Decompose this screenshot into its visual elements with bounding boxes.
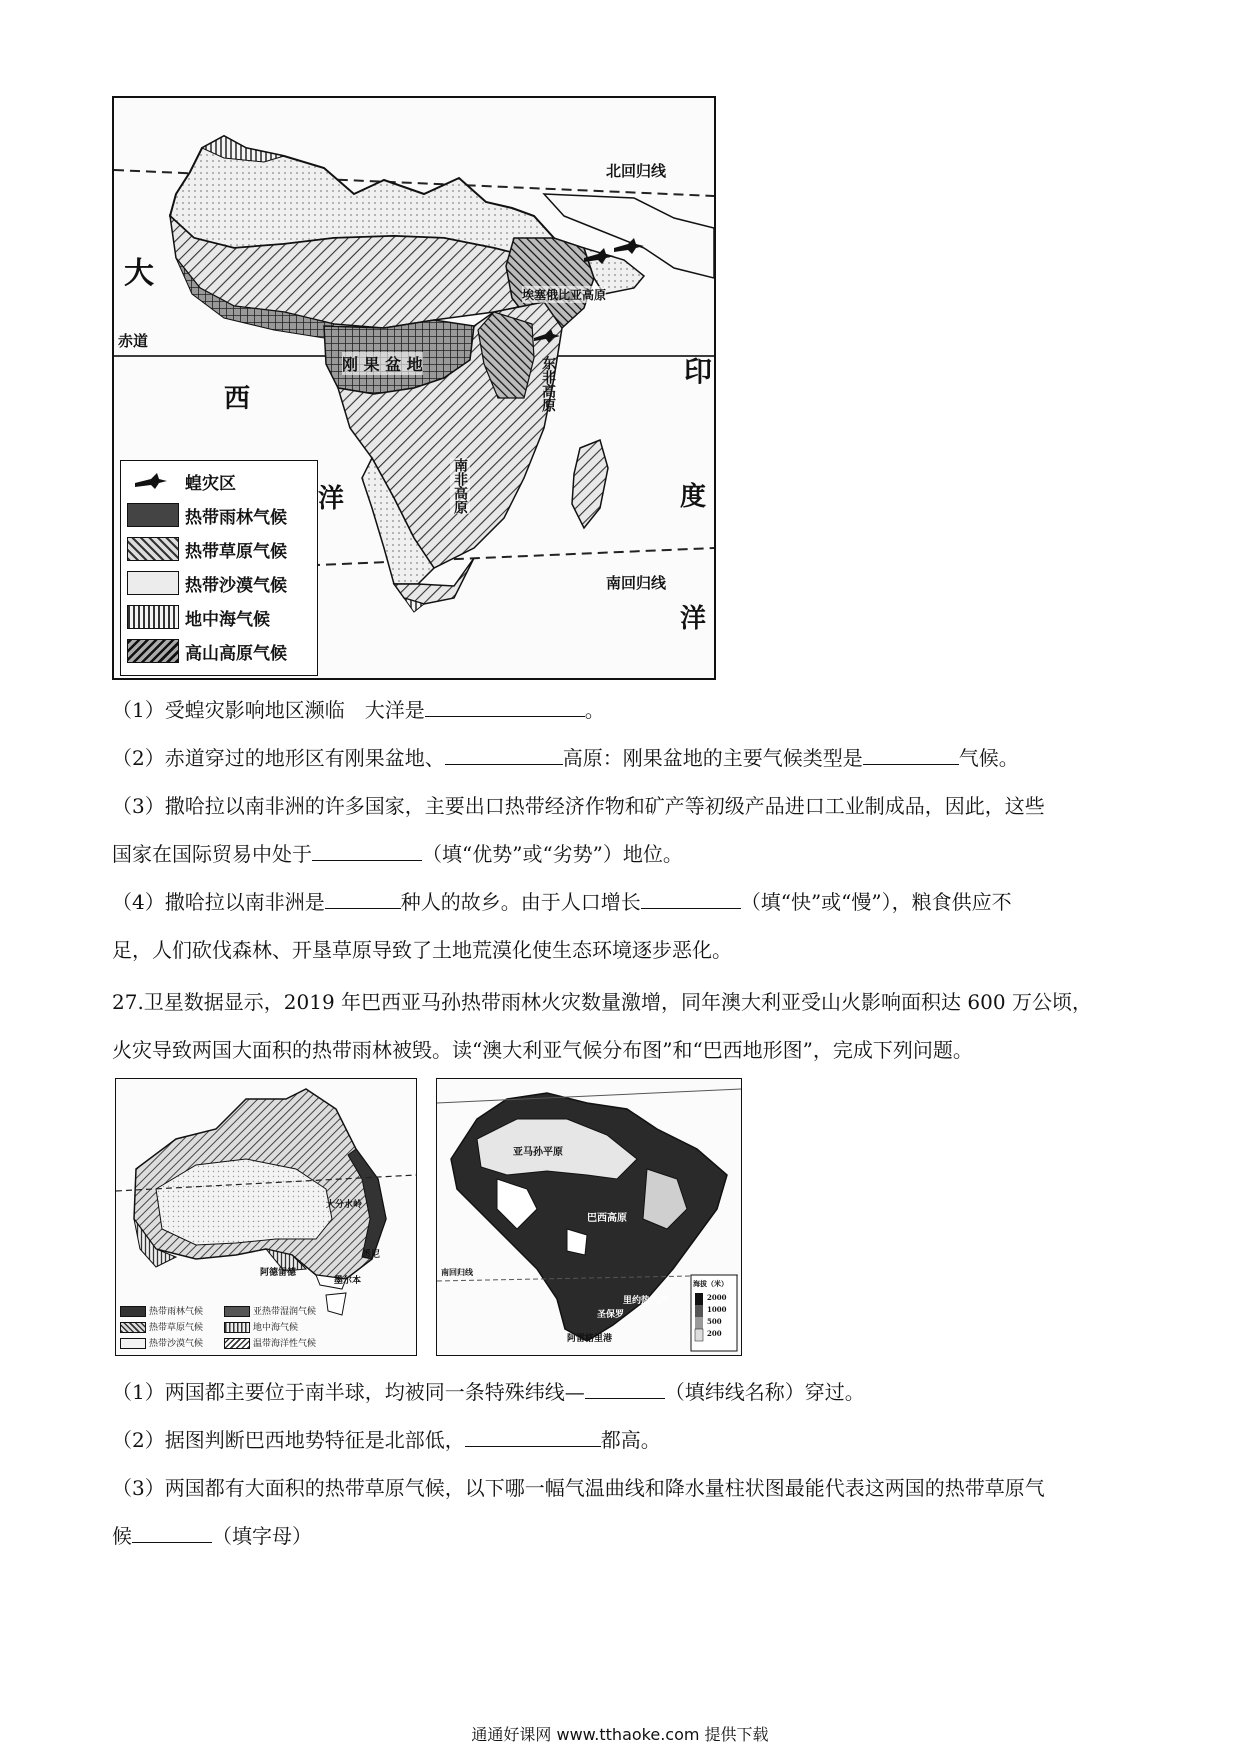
answer-blank[interactable] bbox=[312, 842, 422, 861]
q26-item-4-line1 bbox=[112, 888, 1132, 916]
elevation-legend-500: 500 bbox=[707, 1317, 722, 1326]
label-adelaide: 阿德雷德 bbox=[260, 1268, 297, 1278]
q26-item-3-line2 bbox=[112, 840, 1132, 868]
q26-item4-text-b: 种人的故乡。由于人口增长 bbox=[400, 890, 641, 914]
australia-legend bbox=[120, 1304, 370, 1352]
label-brazilian-plateau: 巴西高原 bbox=[587, 1213, 627, 1224]
legend-label: 地中海气候 bbox=[185, 610, 270, 630]
label-ocean-indian-1: 印 bbox=[684, 355, 713, 388]
elevation-legend-1000: 1000 bbox=[707, 1305, 727, 1314]
swatch-rainforest bbox=[127, 503, 179, 527]
swatch-highland bbox=[127, 639, 179, 663]
label-tropic: 南回归线 bbox=[441, 1267, 473, 1277]
label-sao-paulo: 圣保罗 bbox=[597, 1310, 625, 1320]
q27-stem-text-2: 火灾导致两国大面积的热带雨林被毁。读“澳大利亚气候分布图”和“巴西地形图”，完成下列问题。 bbox=[112, 1038, 973, 1062]
aus-legend-label: 亚热带湿润气候 bbox=[253, 1307, 317, 1317]
aus-legend-label: 地中海气候 bbox=[253, 1323, 299, 1333]
elevation-legend-200: 200 bbox=[707, 1329, 722, 1338]
answer-blank[interactable] bbox=[325, 890, 401, 909]
legend-item-locust bbox=[127, 467, 313, 495]
aus-legend-item bbox=[224, 1304, 316, 1317]
q26-item-2 bbox=[112, 744, 1132, 772]
q26-item2-end: 气候。 bbox=[958, 746, 1019, 770]
q26-item3-text: （3）撒哈拉以南非洲的许多国家，主要出口热带经济作物和矿产等初级产品进口工业制成品，因此，这些 bbox=[112, 794, 1045, 818]
aus-legend-label: 热带沙漠气候 bbox=[149, 1339, 204, 1349]
q27-stem-line2 bbox=[112, 1036, 1132, 1064]
label-amazon-plain: 亚马孙平原 bbox=[513, 1147, 563, 1158]
label-melbourne: 墨尔本 bbox=[334, 1276, 362, 1286]
legend-label: 蝗灾区 bbox=[185, 474, 236, 494]
q27-item-1 bbox=[112, 1378, 1132, 1406]
answer-blank[interactable] bbox=[465, 1428, 601, 1447]
label-great-dividing-range: 大分水岭 bbox=[326, 1200, 363, 1210]
tropic-of-capricorn-line bbox=[294, 548, 714, 566]
label-ocean-atlantic-1: 大 bbox=[124, 256, 154, 291]
answer-blank[interactable] bbox=[585, 1380, 665, 1399]
page-footer: 通通好课网 www.tthaoke.com 提供下载 bbox=[471, 1725, 769, 1744]
answer-blank[interactable] bbox=[863, 746, 959, 765]
legend-item-savanna bbox=[127, 535, 313, 563]
legend-item-desert bbox=[127, 569, 313, 597]
africa-map-legend bbox=[120, 460, 318, 676]
brazil-terrain-map bbox=[436, 1078, 742, 1356]
legend-label: 高山高原气候 bbox=[185, 644, 287, 664]
q26-item4-text-c: （填“快”或“慢”），粮食供应不 bbox=[740, 890, 1012, 914]
q26-item-4-line2 bbox=[112, 936, 1132, 964]
aus-legend-label: 热带雨林气候 bbox=[149, 1307, 204, 1317]
q26-item4-text: （4）撒哈拉以南非洲是 bbox=[112, 890, 325, 914]
aus-legend-item bbox=[224, 1336, 316, 1349]
label-east-africa-plateau: 东非高原 bbox=[540, 356, 556, 412]
answer-blank[interactable] bbox=[132, 1524, 212, 1543]
label-tropic-south: 南回归线 bbox=[606, 574, 667, 592]
legend-item-mediterranean bbox=[127, 603, 313, 631]
legend-item-rainforest bbox=[127, 501, 313, 529]
label-ocean-indian-3: 洋 bbox=[680, 604, 707, 634]
aus-legend-label: 热带草原气候 bbox=[149, 1323, 204, 1333]
elevation-legend-header: 海拔（米） bbox=[693, 1279, 728, 1288]
q26-item-3-line1 bbox=[112, 792, 1132, 820]
australia-climate-map bbox=[115, 1078, 417, 1356]
label-ethiopia-plateau: 埃塞俄比亚高原 bbox=[522, 288, 607, 302]
q27-item1-end: （填纬线名称）穿过。 bbox=[664, 1380, 865, 1404]
q26-item2-text-b: 高原：刚果盆地的主要气候类型是 bbox=[562, 746, 863, 770]
aus-legend-item bbox=[120, 1336, 203, 1349]
africa-climate-map bbox=[112, 96, 716, 680]
legend-label: 热带草原气候 bbox=[185, 542, 287, 562]
aus-legend-item bbox=[224, 1320, 298, 1333]
answer-blank[interactable] bbox=[445, 746, 563, 765]
legend-item-highland bbox=[127, 637, 313, 665]
legend-label: 热带雨林气候 bbox=[185, 508, 287, 528]
q27-item-2 bbox=[112, 1426, 1132, 1454]
q26-item1-end: 。 bbox=[584, 698, 605, 722]
swatch-mediterranean bbox=[127, 605, 179, 629]
q26-item4-end: 足，人们砍伐森林、开垦草原导致了土地荒漠化使生态环境逐步恶化。 bbox=[112, 938, 732, 962]
swatch-desert bbox=[127, 571, 179, 595]
legend-label: 热带沙漠气候 bbox=[185, 576, 287, 596]
q26-item3-text-b: 国家在国际贸易中处于 bbox=[112, 842, 312, 866]
label-porto-alegre: 阿雷格里港 bbox=[567, 1334, 613, 1344]
q27-item-3-line2 bbox=[112, 1522, 1132, 1550]
answer-blank[interactable] bbox=[425, 698, 585, 717]
q27-item1-text: （1）两国都主要位于南半球，均被同一条特殊纬线— bbox=[112, 1380, 585, 1404]
q27-item3-text: （3）两国都有大面积的热带草原气候，以下哪一幅气温曲线和降水量柱状图最能代表这两国的热带草原气 bbox=[112, 1476, 1045, 1500]
q27-stem-line1 bbox=[112, 988, 1132, 1016]
aus-legend-label: 温带海洋性气候 bbox=[253, 1339, 317, 1349]
swatch-savanna bbox=[127, 537, 179, 561]
q27-item-3-line1 bbox=[112, 1474, 1132, 1502]
q27-item2-text: （2）据图判断巴西地势特征是北部低， bbox=[112, 1428, 465, 1452]
label-sydney: 悉尼 bbox=[362, 1250, 381, 1260]
q27-item3-end: （填字母） bbox=[212, 1524, 312, 1548]
label-equator: 赤道 bbox=[118, 332, 149, 350]
label-ocean-atlantic-3: 洋 bbox=[318, 484, 345, 514]
q26-item2-text: （2）赤道穿过的地形区有刚果盆地、 bbox=[112, 746, 445, 770]
elevation-legend-2000: 2000 bbox=[707, 1293, 727, 1302]
answer-blank[interactable] bbox=[641, 890, 741, 909]
label-south-africa-plateau: 南非高原 bbox=[452, 458, 468, 514]
label-ocean-atlantic-2: 西 bbox=[224, 384, 251, 414]
q26-item-1 bbox=[112, 696, 1132, 724]
q26-item3-end: （填“优势”或“劣势”）地位。 bbox=[422, 842, 683, 866]
label-tropic-north: 北回归线 bbox=[606, 162, 667, 180]
label-congo-basin: 刚 果 盆 地 bbox=[342, 352, 423, 375]
aus-legend-item bbox=[120, 1320, 203, 1333]
aus-legend-item bbox=[120, 1304, 203, 1317]
q27-item2-end: 都高。 bbox=[600, 1428, 661, 1452]
label-ocean-indian-2: 度 bbox=[680, 482, 707, 512]
q26-item1-text: （1）受蝗灾影响地区濒临 大洋是 bbox=[112, 698, 425, 722]
q27-stem-text: 27.卫星数据显示，2019 年巴西亚马孙热带雨林火灾数量激增，同年澳大利亚受山火影响面积达 600 万公顷， bbox=[112, 990, 1092, 1014]
q27-item3-text-b: 候 bbox=[112, 1524, 132, 1548]
label-rio: 里约热内卢 bbox=[623, 1296, 669, 1306]
